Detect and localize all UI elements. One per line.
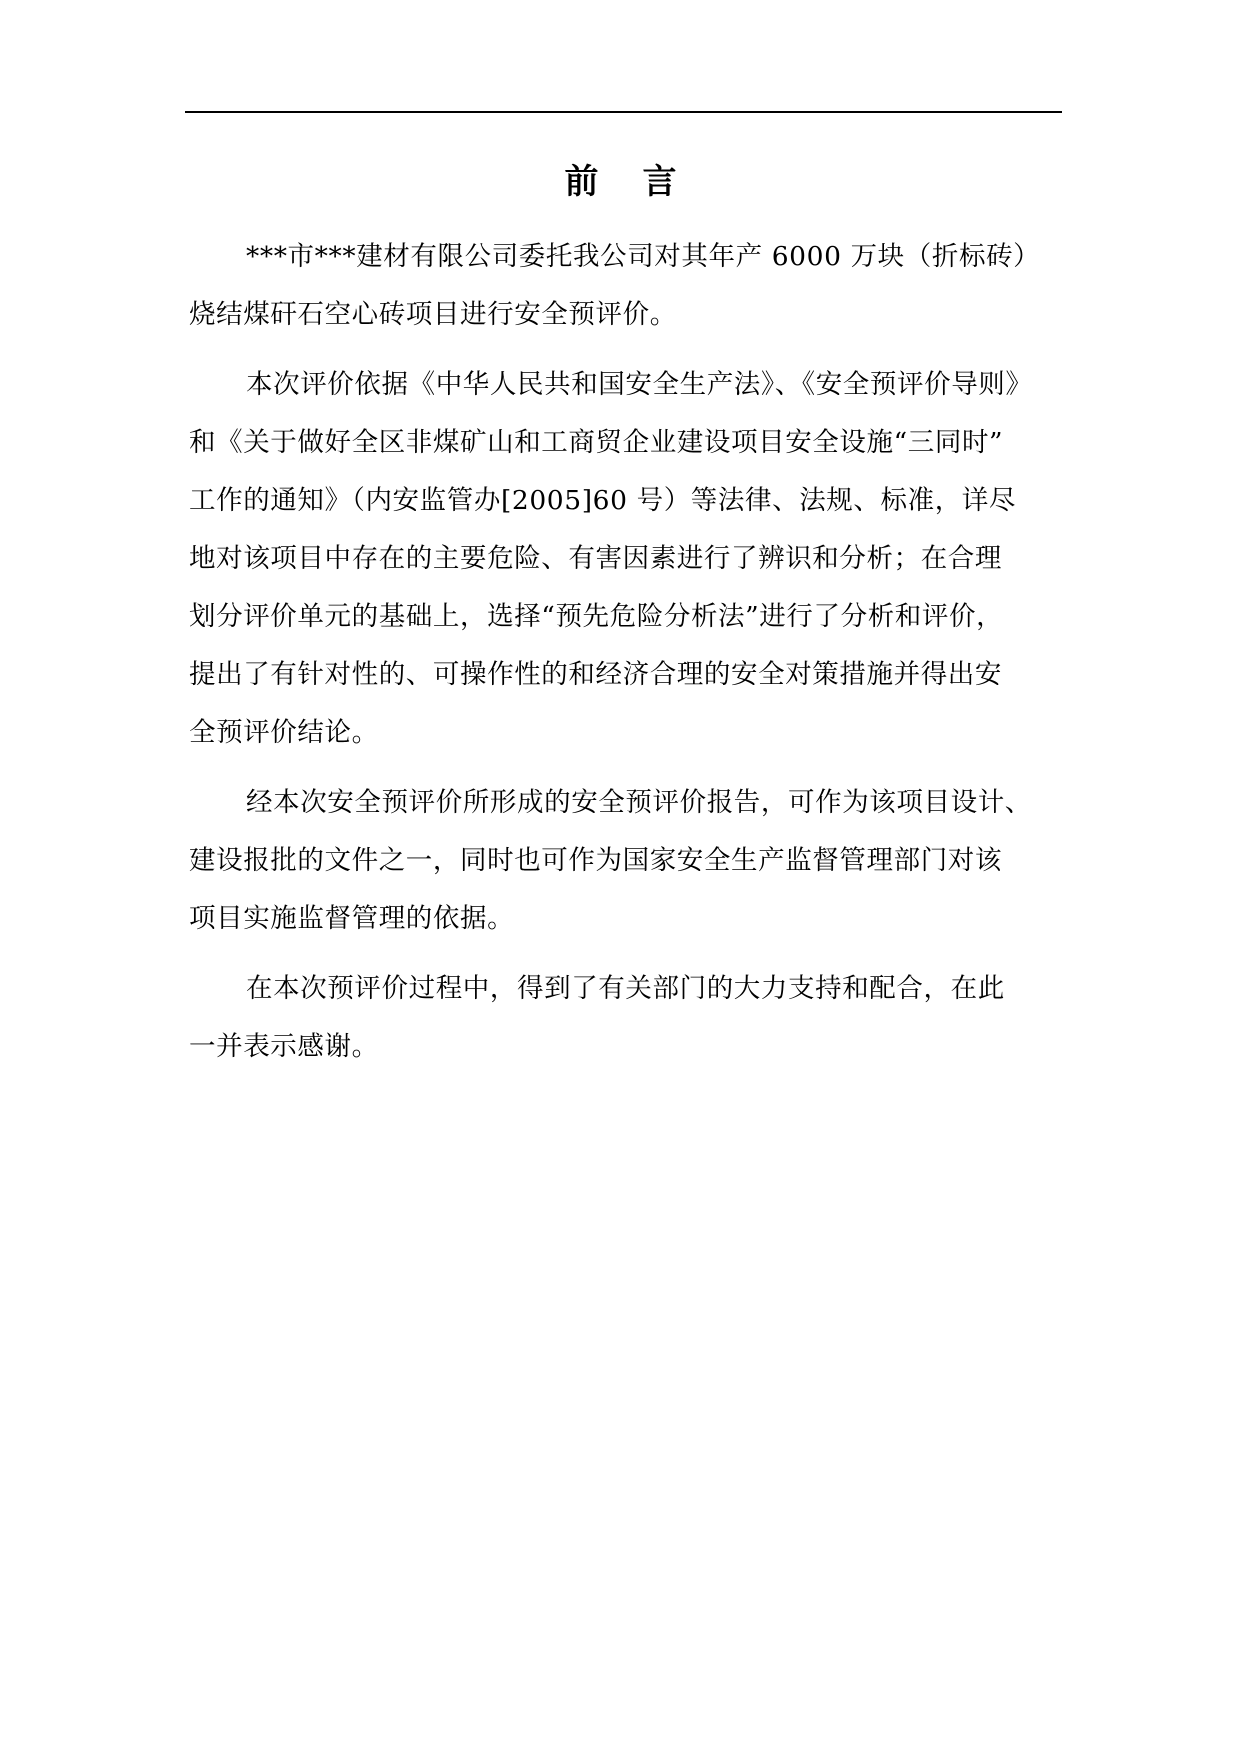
document-body [189, 228, 1059, 1076]
page-title [0, 158, 1241, 206]
header-rule [185, 111, 1062, 113]
title-char-1: 前 [564, 162, 599, 202]
paragraph-line: 烧结煤矸石空心砖项目进行安全预评价。 [189, 299, 677, 330]
paragraph-line: 本次评价依据《中华人民共和国安全生产法》、《安全预评价导则》 [246, 369, 1033, 400]
paragraph-2 [189, 356, 1059, 762]
paragraph-line: 划分评价单元的基础上，选择“预先危险分析法”进行了分析和评价， [189, 601, 1004, 632]
paragraph-1 [189, 228, 1059, 344]
title-char-2: 言 [642, 162, 677, 202]
paragraph-line: 项目实施监督管理的依据。 [189, 903, 515, 934]
paragraph-line: 工作的通知》（内安监管办[2005]60 号）等法律、法规、标准，详尽 [189, 485, 1017, 516]
paragraph-line: ***市***建材有限公司委托我公司对其年产 6000 万块（折标砖） [246, 241, 1041, 272]
paragraph-line: 经本次安全预评价所形成的安全预评价报告，可作为该项目设计、 [246, 787, 1032, 818]
paragraph-3 [189, 774, 1059, 948]
paragraph-line: 提出了有针对性的、可操作性的和经济合理的安全对策措施并得出安 [189, 659, 1002, 690]
paragraph-4 [189, 960, 1059, 1076]
paragraph-line: 地对该项目中存在的主要危险、有害因素进行了辨识和分析；在合理 [189, 543, 1002, 574]
paragraph-line: 在本次预评价过程中，得到了有关部门的大力支持和配合，在此 [246, 973, 1005, 1004]
paragraph-line: 建设报批的文件之一，同时也可作为国家安全生产监督管理部门对该 [189, 845, 1002, 876]
paragraph-line: 全预评价结论。 [189, 717, 379, 748]
paragraph-line: 和《关于做好全区非煤矿山和工商贸企业建设项目安全设施“三同时” [189, 427, 1004, 458]
paragraph-line: 一并表示感谢。 [189, 1031, 379, 1062]
